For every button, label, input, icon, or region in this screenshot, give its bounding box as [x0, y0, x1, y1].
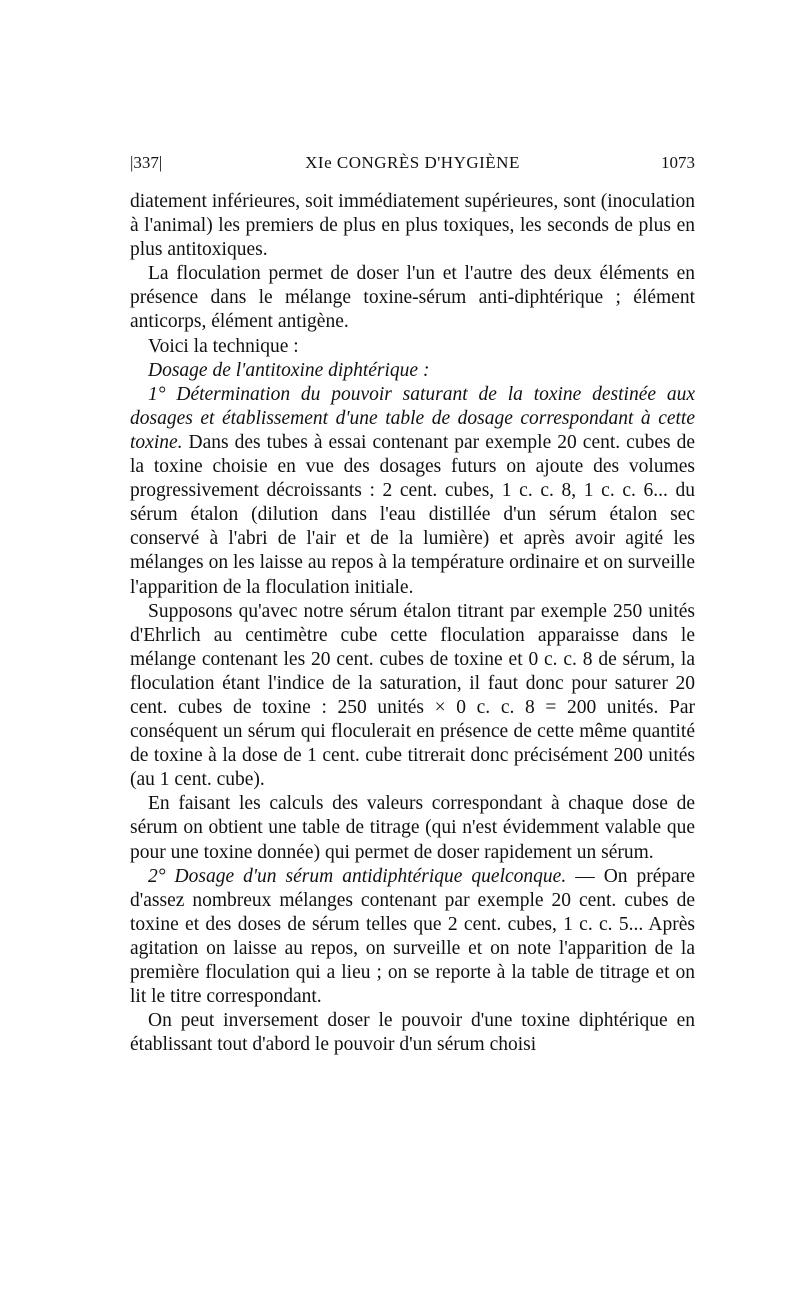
paragraph: Voici la technique :: [148, 335, 299, 357]
paragraph: En faisant les calculs des valeurs correspondant à chaque dose de sérum on obtient une table de titrage (qui n'est évidemment valable que pour une toxine donnée) qui permet de doser rapidement un sérum.: [130, 793, 695, 863]
running-header: [130, 153, 695, 177]
paragraph-text: — On prépare d'assez nombreux mélanges contenant par exemple 20 cent. cubes de toxine et des doses de sérum telles que 2 cent. cubes, 1 c. c. 5... Après agitation on laisse au repos, on surveille et on note l'apparition de la première floculation qui a lieu ; on se reporte à la table de titrage et on lit le titre correspondant.: [130, 865, 695, 1008]
subsection-heading: 1° Détermination du pouvoir saturant de la toxine destinée aux dosages et établissement d'une table de dosage correspondant à cette toxine.: [130, 383, 695, 453]
paragraph: [130, 865, 695, 1010]
paragraph: diatement inférieures, soit immédiatement supérieures, sont (inoculation à l'animal) les premiers de plus en plus toxiques, les seconds de plus en plus antitoxiques.: [130, 191, 695, 261]
paragraph: On peut inversement doser le pouvoir d'une toxine diphtérique en établissant tout d'abord le pouvoir d'un sérum choisi: [130, 1010, 695, 1056]
page-marker: |337|: [130, 153, 163, 172]
paragraph: Supposons qu'avec notre sérum étalon titrant par exemple 250 unités d'Ehrlich au centimètre cube cette floculation apparaisse dans le mélange contenant les 20 cent. cubes de toxine et 0 c. c. 8 de sérum, la floculation étant l'indice de la saturation, il faut donc pour saturer 20 cent. cubes de toxine : 250 unités × 0 c. c. 8 = 200 unités. Par conséquent un sérum qui floculerait en présence de cette même quantité de toxine à la dose de 1 cent. cube titrerait donc précisément 200 unités (au 1 cent. cube).: [130, 600, 695, 791]
running-title: XIe CONGRÈS D'HYGIÈNE: [305, 153, 520, 172]
paragraph: [130, 383, 695, 600]
section-heading: Dosage de l'antitoxine diphtérique :: [148, 359, 430, 381]
paragraph: La floculation permet de doser l'un et l'autre des deux éléments en présence dans le mélange toxine-sérum anti-diphtérique ; élément anticorps, élément antigène.: [130, 263, 695, 333]
page-number: 1073: [661, 153, 695, 172]
subsection-heading: 2° Dosage d'un sérum antidiphtérique quelconque.: [148, 865, 567, 887]
paragraph-text: Dans des tubes à essai contenant par exemple 20 cent. cubes de la toxine choisie en vue des dosages futurs on ajoute des volumes progressivement décroissants : 2 cent. cubes, 1 c. c. 8, 1 c. c. 6... du sérum étalon (dilution dans l'eau distillée d'un sérum étalon sec conservé à l'abri de l'air et de la lumière) et après avoir agité les mélanges on les laisse au repos à la température ordinaire et on surveille l'apparition de la floculation initiale.: [130, 431, 695, 598]
body-text: [130, 190, 695, 1057]
